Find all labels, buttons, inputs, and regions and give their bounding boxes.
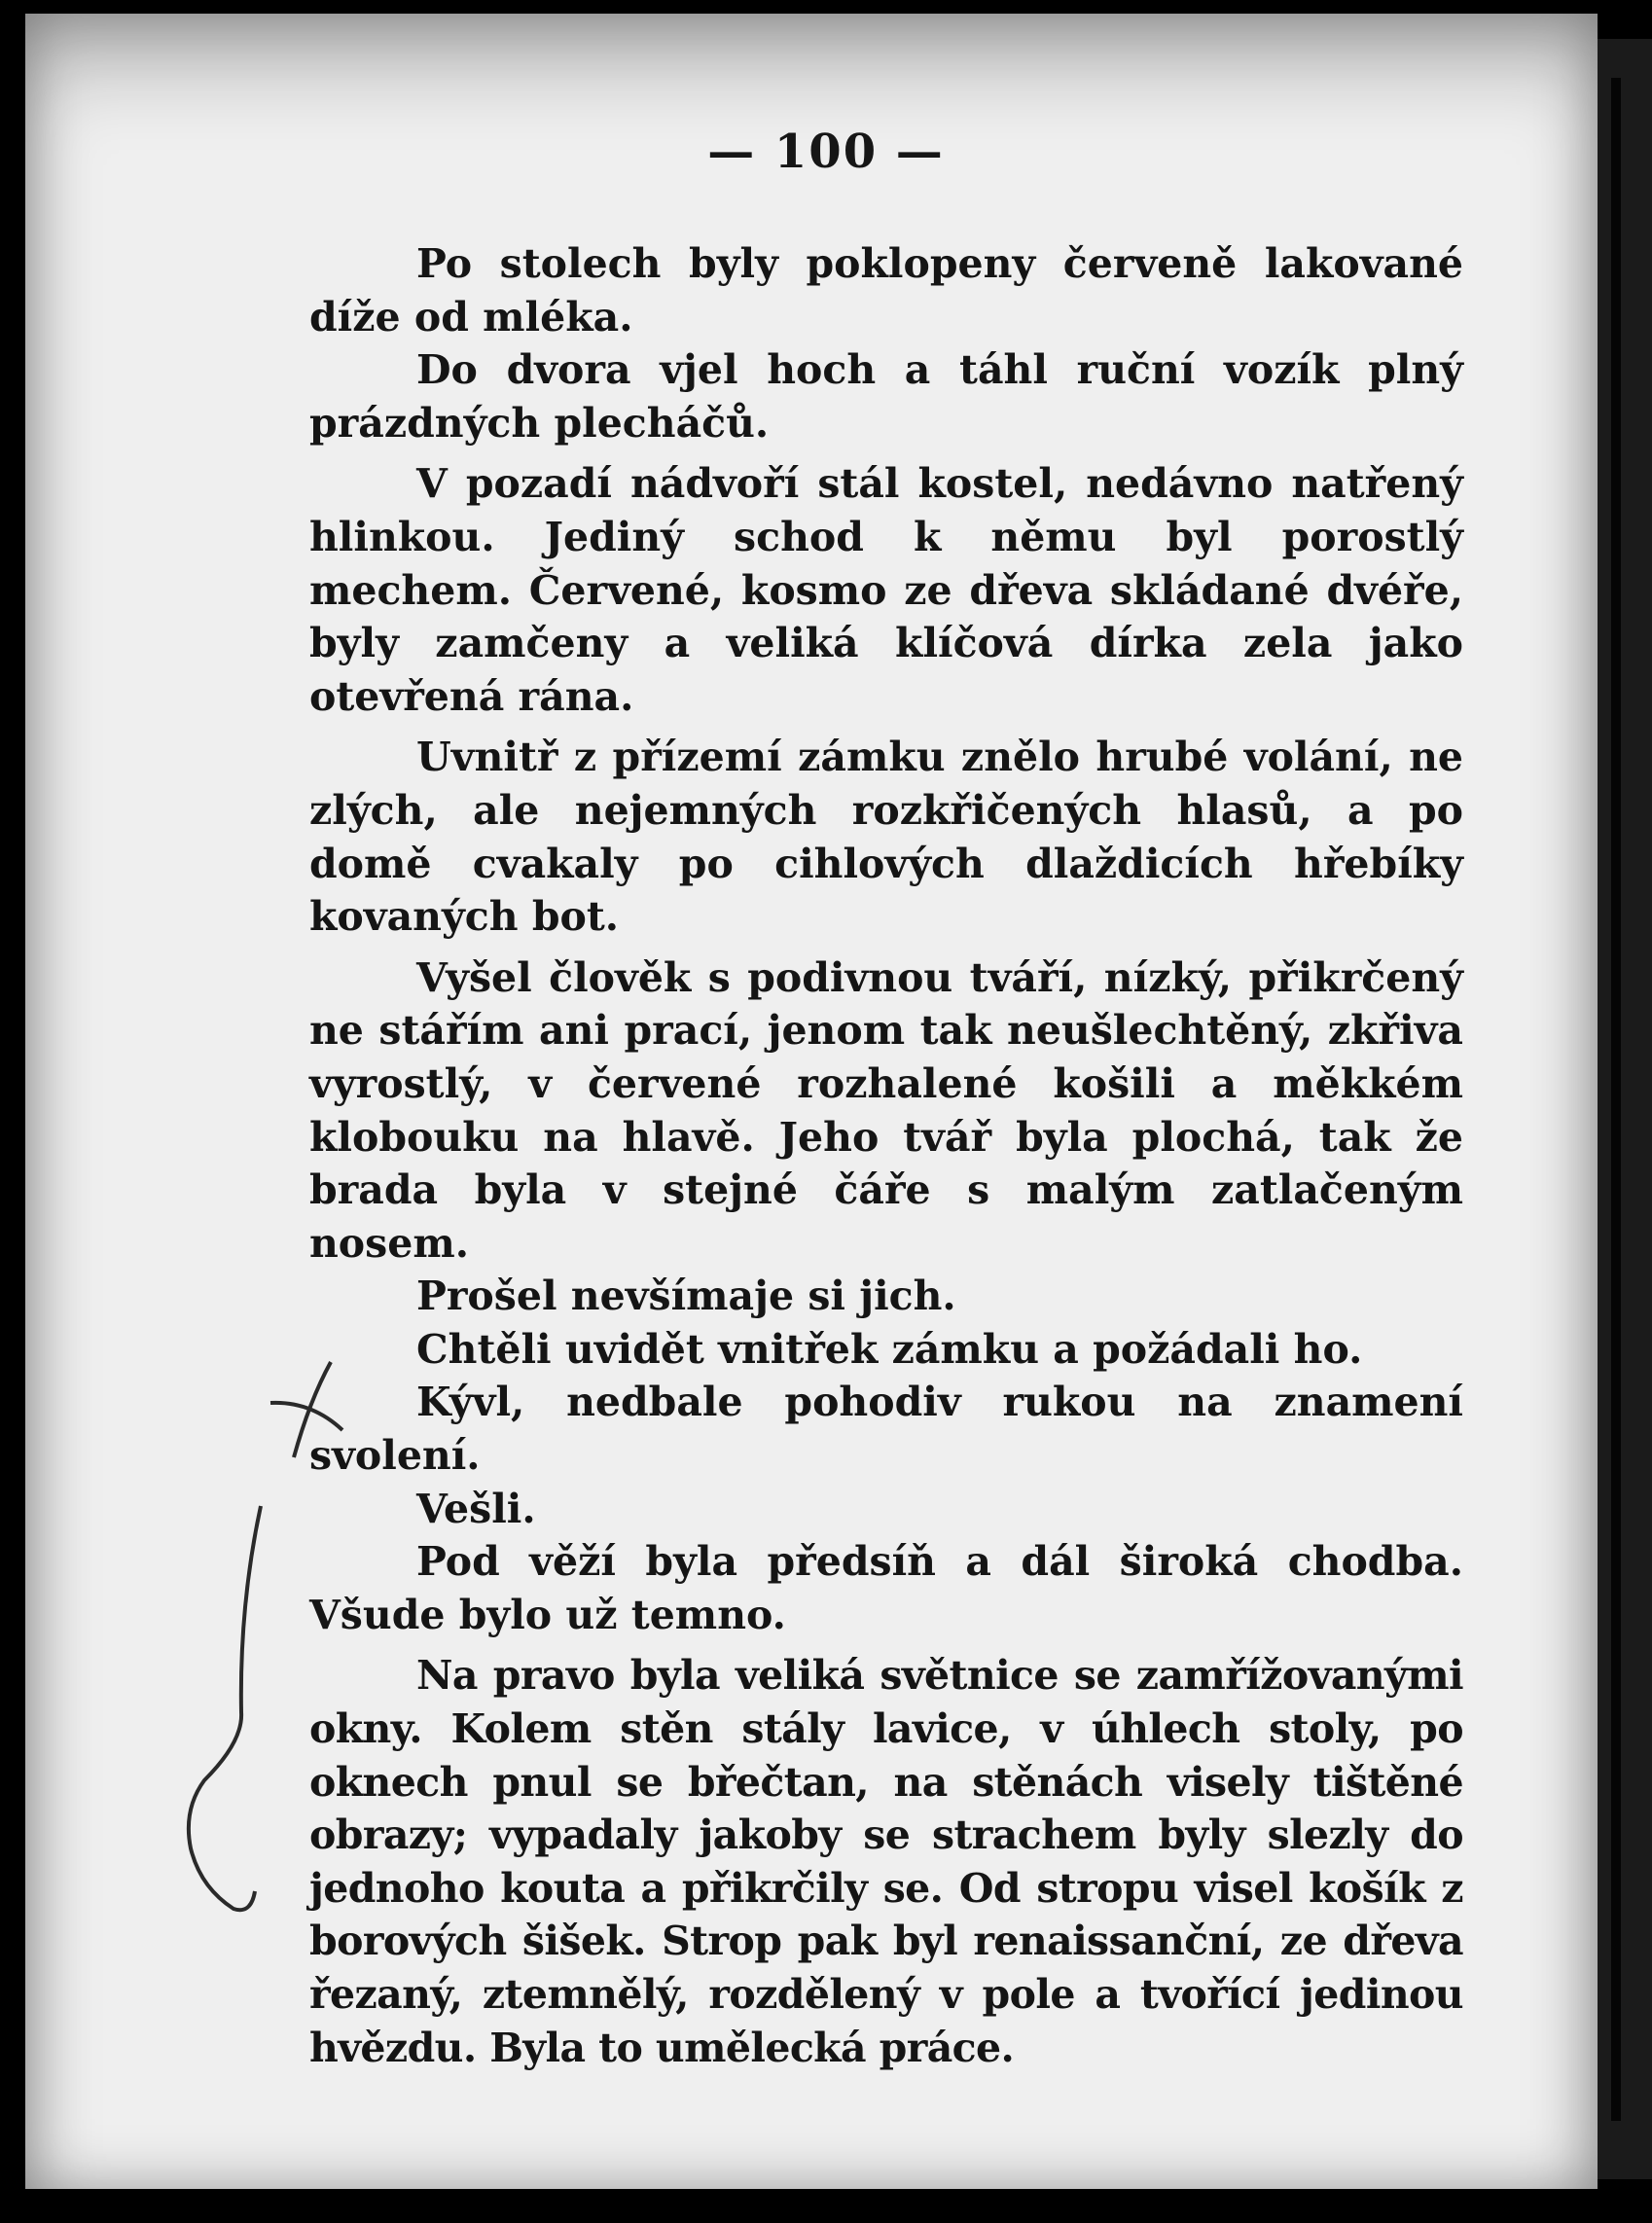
paragraph: Vešli. bbox=[416, 1485, 536, 1532]
paragraph: V pozadí nádvoří stál kostel, nedávno natřený hlinkou. Jediný schod k němu byl porostlý mechem. Červené, kosmo ze dřeva skládané dvéře, byly zamčeny a veliká klíčová dírka zela jako otevřená rána. bbox=[309, 460, 1463, 720]
paragraph: Chtěli uvidět vnitřek zámku a požádali ho. bbox=[416, 1325, 1363, 1373]
paragraph: Pod věží byla předsíň a dál široká chodba. Všude bylo už temno. bbox=[309, 1538, 1463, 1638]
body-text bbox=[309, 237, 1463, 2074]
page-number: — 100 — bbox=[707, 125, 945, 179]
paragraph: Do dvora vjel hoch a táhl ruční vozík plný prázdných plecháčů. bbox=[309, 346, 1463, 447]
paragraph: Kývl, nedbale pohodiv rukou na znamení svolení. bbox=[309, 1379, 1463, 1480]
paragraph: Prošel nevšímaje si jich. bbox=[416, 1273, 956, 1320]
paragraph: Vyšel člověk s podivnou tváří, nízký, přikrčený ne stářím ani prací, jenom tak neušlechtěný, zkřiva vyrostlý, v červené rozhalené košili a měkkém klobouku na hlavě. Jeho tvář byla plochá, tak že brada byla v stejné čáře s malým zatlačeným nosem. bbox=[309, 953, 1463, 1267]
binding-shadow bbox=[1611, 78, 1621, 2121]
paragraph: Uvnitř z přízemí zámku znělo hrubé volání, ne zlých, ale nejemných rozkřičených hlasů, a po domě cvakaly po cihlových dlaždicích hřebíky kovaných bot. bbox=[309, 734, 1463, 941]
paragraph: Na pravo byla veliká světnice se zamřížovanými okny. Kolem stěn stály lavice, v úhlech stoly, po oknech pnul se břečtan, na stěnách visely tištěné obrazy; vypadaly jakoby se strachem byly slezly do jednoho kouta a přikrčily se. Od stropu visel košík z borových šišek. Strop pak byl renaissanční, ze dřeva řezaný, ztemnělý, rozdělený v pole a tvořící jedinou hvězdu. Byla to umělecká práce. bbox=[309, 1652, 1463, 2071]
book-edge bbox=[1598, 39, 1652, 2179]
paragraph: Po stolech byly poklopeny červeně lakované díže od mléka. bbox=[309, 240, 1463, 341]
